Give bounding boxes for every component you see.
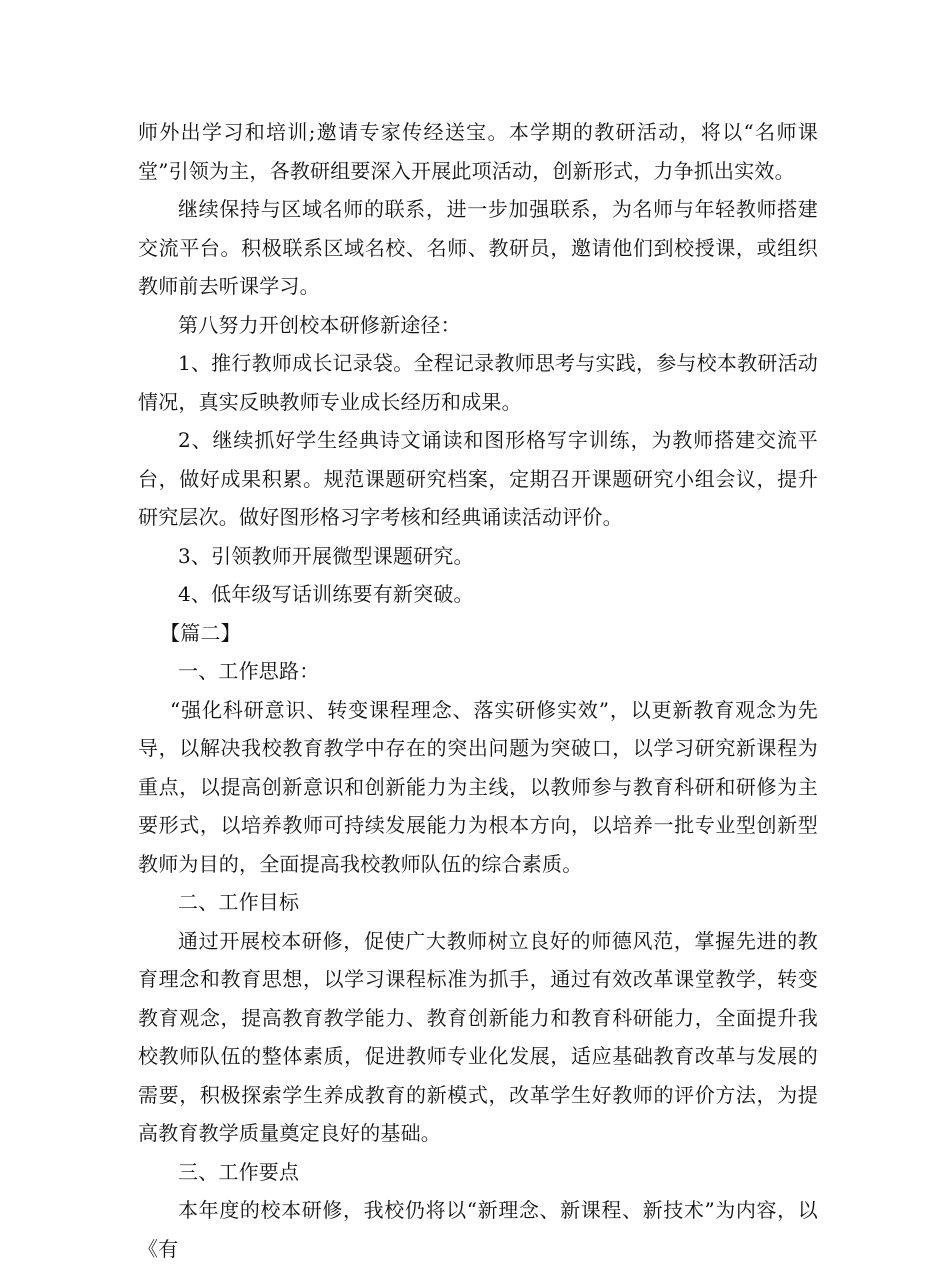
document-body: [138, 113, 818, 1268]
heading-work-ideas: 一、工作思路：: [178, 659, 320, 683]
paragraph-work-goals: 通过开展校本研修，促使广大教师树立良好的师德风范，掌握先进的教育理念和教育思想，以学习课程标准为抓手，通过有效改革课堂教学，转变教育观念，提高教育教学能力、教育创新能力和教育科研能力，全面提升我校教师队伍的整体素质，促进教师专业化发展，适应基础教育改革与发展的需要，积极探索学生养成教育的新模式，改革学生好教师的评价方法，为提高教育教学质量奠定良好的基础。: [138, 928, 818, 1145]
list-item-4: 4、低年级写话训练要有新突破。: [178, 582, 474, 606]
heading-work-points: 三、工作要点: [178, 1159, 300, 1184]
part-two-heading: 【篇二】: [160, 620, 241, 645]
paragraph-regional-teachers: 继续保持与区域名师的联系，进一步加强联系，为名师与年轻教师搭建交流平台。积极联系区域名校、名师、教研员，邀请他们到校授课，或组织教师前去听课学习。: [138, 197, 818, 298]
section-heading-eighth: 第八努力开创校本研修新途径：: [178, 312, 461, 337]
list-item-1: 1、推行教师成长记录袋。全程记录教师思考与实践，参与校本教研活动情况，真实反映教师专业成长经历和成果。: [138, 351, 818, 414]
list-item-3: 3、引领教师开展微型课题研究。: [178, 543, 474, 568]
paragraph-work-points: 本年度的校本研修，我校仍将以“新理念、新课程、新技术”为内容，以《有: [138, 1198, 818, 1261]
paragraph-continuation: 师外出学习和培训;邀请专家传经送宝。本学期的教研活动，将以“名师课堂”引领为主，各教研组要深入开展此项活动，创新形式，力争抓出实效。: [138, 120, 818, 183]
heading-work-goals: 二、工作目标: [178, 890, 300, 914]
paragraph-work-ideas: “强化科研意识、转变课程理念、落实研修实效”，以更新教育观念为先导，以解决我校教育教学中存在的突出问题为突破口，以学习研究新课程为重点，以提高创新意识和创新能力为主线，以教师参与教育科研和研修为主要形式，以培养教师可持续发展能力为根本方向，以培养一批专业型创新型教师为目的，全面提高我校教师队伍的综合素质。: [138, 697, 818, 876]
list-item-2: 2、继续抓好学生经典诗文诵读和图形格写字训练，为教师搭建交流平台，做好成果积累。规范课题研究档案，定期召开课题研究小组会议，提升研究层次。做好图形格习字考核和经典诵读活动评价。: [138, 428, 818, 529]
